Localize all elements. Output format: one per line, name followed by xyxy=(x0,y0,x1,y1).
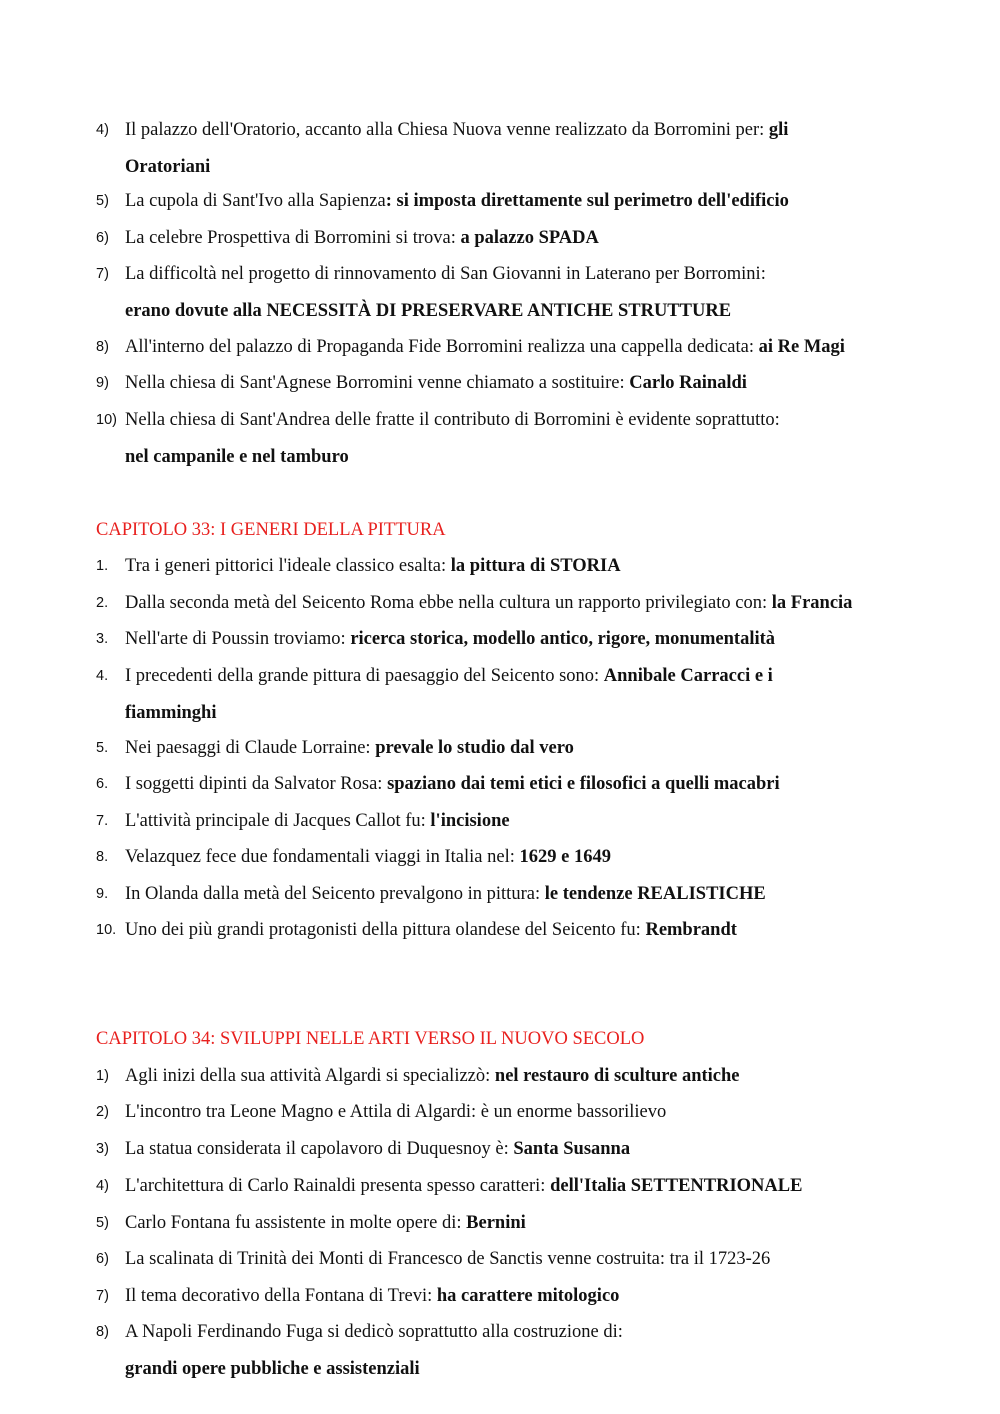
answer-text: ha carattere mitologico xyxy=(436,1286,620,1306)
question-item xyxy=(96,912,976,949)
question-text: Carlo Fontana fu assistente in molte opere di: xyxy=(125,1213,467,1233)
item-number: 8) xyxy=(96,339,109,355)
question-item xyxy=(96,766,976,803)
question-text: La cupola di Sant'Ivo alla Sapienza xyxy=(125,191,386,211)
answer-text: gli xyxy=(768,120,789,140)
question-item xyxy=(96,1131,976,1168)
item-number: 2. xyxy=(96,595,109,611)
question-item xyxy=(96,402,976,475)
answer-text: Annibale Carracci e i xyxy=(603,666,773,686)
question-text: Nei paesaggi di Claude Lorraine: xyxy=(125,738,376,758)
answer-text: : si imposta direttamente sul perimetro dell'edificio xyxy=(385,191,789,211)
answer-text: 1629 e 1649 xyxy=(519,847,611,867)
item-number: 5) xyxy=(96,193,109,209)
question-text: La statua considerata il capolavoro di Duquesnoy è: xyxy=(125,1139,514,1159)
question-item xyxy=(96,839,976,876)
item-number: 1) xyxy=(96,1068,109,1084)
answer-text: nel campanile e nel tamburo xyxy=(125,446,349,467)
question-text: La scalinata di Trinità dei Monti di Francesco de Sanctis venne costruita: tra il 1723-26 xyxy=(125,1249,771,1269)
question-item xyxy=(96,585,976,622)
answer-text: grandi opere pubbliche e assistenziali xyxy=(125,1358,420,1379)
answer-text: ricerca storica, modello antico, rigore, monumentalità xyxy=(350,629,776,649)
chapter-heading: CAPITOLO 33: I GENERI DELLA PITTURA xyxy=(96,520,446,540)
item-number: 5. xyxy=(96,740,109,756)
answer-text: Rembrandt xyxy=(645,920,737,940)
question-text: In Olanda dalla metà del Seicento prevalgono in pittura: xyxy=(125,884,545,904)
question-text: L'attività principale di Jacques Callot fu: xyxy=(125,811,431,831)
question-item xyxy=(96,1278,976,1315)
question-text: L'architettura di Carlo Rainaldi presenta spesso caratteri: xyxy=(125,1176,551,1196)
item-number: 10) xyxy=(96,412,117,428)
item-number: 3) xyxy=(96,1141,109,1157)
question-item xyxy=(96,876,976,913)
question-item xyxy=(96,256,976,329)
question-text: Il palazzo dell'Oratorio, accanto alla Chiesa Nuova venne realizzato da Borromini per: xyxy=(125,120,769,140)
question-text: La celebre Prospettiva di Borromini si trova: xyxy=(125,228,461,248)
answer-text: le tendenze REALISTICHE xyxy=(544,884,766,904)
item-number: 6) xyxy=(96,1251,109,1267)
question-text: Agli inizi della sua attività Algardi si specializzò: xyxy=(125,1066,495,1086)
question-item xyxy=(96,112,976,185)
item-number: 9) xyxy=(96,375,109,391)
answer-text: spaziano dai temi etici e filosofici a quelli macabri xyxy=(387,774,780,794)
answer-text: fiamminghi xyxy=(125,702,217,723)
question-item xyxy=(96,329,976,366)
answer-text: Santa Susanna xyxy=(513,1139,631,1159)
question-item xyxy=(96,1205,976,1242)
item-number: 9. xyxy=(96,886,109,902)
question-item xyxy=(96,621,976,658)
answer-text: erano dovute alla NECESSITÀ DI PRESERVARE ANTICHE STRUTTURE xyxy=(125,300,732,321)
item-number: 4) xyxy=(96,1178,109,1194)
item-number: 8) xyxy=(96,1324,109,1340)
item-number: 7. xyxy=(96,813,109,829)
answer-text: la Francia xyxy=(771,593,853,613)
answer-text: a palazzo SPADA xyxy=(460,228,599,248)
question-text: Tra i generi pittorici l'ideale classico esalta: xyxy=(125,556,451,576)
question-item xyxy=(96,1094,976,1131)
chapter-heading: CAPITOLO 34: SVILUPPI NELLE ARTI VERSO IL NUOVO SECOLO xyxy=(96,1029,645,1049)
answer-text: Bernini xyxy=(466,1213,526,1233)
question-item xyxy=(96,1314,976,1387)
question-item xyxy=(96,1058,976,1095)
item-number: 4. xyxy=(96,668,109,684)
question-item xyxy=(96,220,976,257)
question-text: I soggetti dipinti da Salvator Rosa: xyxy=(125,774,388,794)
item-number: 6. xyxy=(96,776,109,792)
answer-text: ai Re Magi xyxy=(758,337,845,357)
item-number: 3. xyxy=(96,631,109,647)
question-text: La difficoltà nel progetto di rinnovamento di San Giovanni in Laterano per Borromini: xyxy=(125,264,766,284)
item-number: 7) xyxy=(96,266,109,282)
answer-text: nel restauro di sculture antiche xyxy=(494,1066,740,1086)
item-number: 1. xyxy=(96,558,109,574)
item-number: 2) xyxy=(96,1104,109,1120)
item-number: 5) xyxy=(96,1215,109,1231)
question-item xyxy=(96,730,976,767)
question-item xyxy=(96,183,976,220)
item-number: 7) xyxy=(96,1288,109,1304)
question-text: Nella chiesa di Sant'Andrea delle fratte il contributo di Borromini è evidente soprattutto: xyxy=(125,410,780,430)
item-number: 4) xyxy=(96,122,109,138)
question-text: Nella chiesa di Sant'Agnese Borromini venne chiamato a sostituire: xyxy=(125,373,630,393)
question-text: Il tema decorativo della Fontana di Trevi: xyxy=(125,1286,437,1306)
question-text: A Napoli Ferdinando Fuga si dedicò soprattutto alla costruzione di: xyxy=(125,1322,623,1342)
item-number: 6) xyxy=(96,230,109,246)
item-number: 8. xyxy=(96,849,109,865)
answer-text: prevale lo studio dal vero xyxy=(375,738,574,758)
question-text: Dalla seconda metà del Seicento Roma ebbe nella cultura un rapporto privilegiato con: xyxy=(125,593,772,613)
question-text: Nell'arte di Poussin troviamo: xyxy=(125,629,351,649)
answer-text: dell'Italia SETTENTRIONALE xyxy=(550,1176,803,1196)
question-item xyxy=(96,365,976,402)
question-text: I precedenti della grande pittura di paesaggio del Seicento sono: xyxy=(125,666,604,686)
question-item xyxy=(96,1168,976,1205)
question-text: L'incontro tra Leone Magno e Attila di Algardi: è un enorme bassorilievo xyxy=(125,1102,667,1122)
question-item xyxy=(96,803,976,840)
question-item xyxy=(96,548,976,585)
question-text: All'interno del palazzo di Propaganda Fide Borromini realizza una cappella dedicata: xyxy=(125,337,759,357)
answer-text: l'incisione xyxy=(430,811,510,831)
question-text: Velazquez fece due fondamentali viaggi in Italia nel: xyxy=(125,847,520,867)
answer-text: Oratoriani xyxy=(125,156,211,177)
question-item xyxy=(96,658,976,731)
question-text: Uno dei più grandi protagonisti della pittura olandese del Seicento fu: xyxy=(125,920,646,940)
item-number: 10. xyxy=(96,922,117,938)
question-item xyxy=(96,1241,976,1278)
answer-text: Carlo Rainaldi xyxy=(629,373,747,393)
answer-text: la pittura di STORIA xyxy=(450,556,621,576)
